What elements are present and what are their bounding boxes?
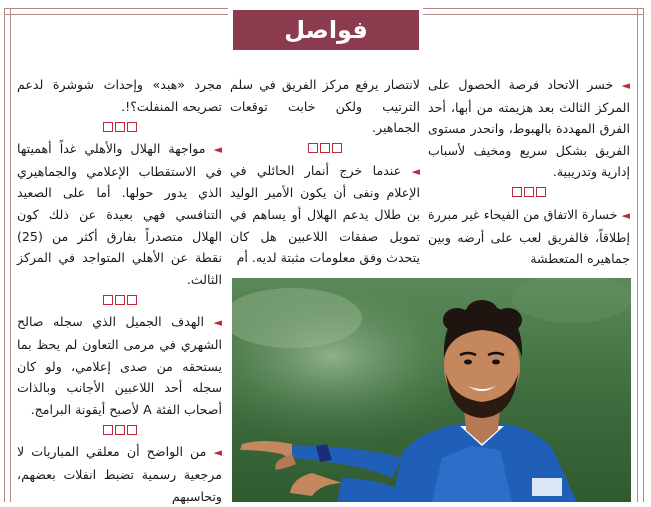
paragraph (17, 311, 222, 420)
paragraph-text: لانتصار يرفع مركز الفريق في سلم الترتيب ولكن خابت توقعات الجماهير. (230, 77, 420, 136)
paragraph (17, 138, 222, 290)
bullet-arrow-icon: ◄ (213, 143, 222, 157)
paragraph (428, 204, 630, 270)
column-left (17, 74, 222, 507)
frame-border-right (637, 8, 644, 502)
paragraph-text: مواجهة الهلال والأهلي غداً أهميتها في الاستقطاب الإعلامي والجماهيري الذي يدور حولها. أما على الصعيد التنافسي فهي بعيدة عن ذلك كون الهلال متصدراً بفارق أكثر من (25) نقطة عن الأهلي المتواجد في المركز الثالث. (17, 141, 222, 287)
player-photo (232, 278, 631, 502)
separator (17, 290, 222, 311)
bullet-arrow-icon: ◄ (411, 164, 420, 178)
separator (428, 183, 630, 204)
column-right (428, 74, 630, 270)
paragraph-text: الهدف الجميل الذي سجله صالح الشهري في مرمى التعاون لم يحظ بما يستحقه من صدى إعلامي، ولو كان سجله أحد اللاعبين الأجانب وبالذات أصحاب الفئة A لأصبح أيقونة البرامج. (17, 314, 222, 417)
paragraph-text: من الواضح أن معلقي المباريات لا مرجعية رسمية تضبط انفلات بعضهم، وتحاسبهم (17, 444, 222, 504)
bullet-arrow-icon: ◄ (621, 79, 630, 92)
separator (230, 139, 420, 160)
frame-border-top-right (423, 8, 643, 15)
paragraph (17, 74, 222, 117)
column-middle (230, 74, 420, 269)
section-title: فواصل (233, 10, 419, 50)
bullet-arrow-icon: ◄ (621, 208, 630, 222)
paragraph-text: خسر الاتحاد فرصة الحصول على المركز الثالث بعد هزيمته من أبها، أحد الفرق المهددة بالهبوط، وانحدر مستوى الفريق بشكل سريع ومخيف لأسباب إدارية وتدريبية. (428, 77, 630, 180)
paragraph (230, 160, 420, 269)
paragraph (428, 74, 630, 183)
paragraph (17, 441, 222, 507)
paragraph (230, 74, 420, 139)
paragraph-text: عندما خرج أنمار الحائلي في الإعلام ونفى أن يكون الأمير الوليد بن طلال يدعم الهلال أو يساهم في تمويل صفقات اللاعبين هل كان يتحدث وفق معلومات مثبتة لديه. أم (230, 162, 420, 266)
bullet-arrow-icon: ◄ (213, 316, 222, 330)
separator (17, 420, 222, 441)
paragraph-text: مجرد «هبد» وإحداث شوشرة لدعم تصريحه المنفلت؟!. (17, 77, 222, 114)
paragraph-text: خسارة الاتفاق من الفيحاء غير مبررة إطلاقاً، فالفريق لعب على أرضه وبين جماهيره المتعطشة (428, 206, 630, 267)
frame-border-top-left (4, 8, 228, 15)
bullet-arrow-icon: ◄ (213, 446, 222, 460)
separator (17, 117, 222, 138)
frame-border-left (4, 8, 11, 502)
